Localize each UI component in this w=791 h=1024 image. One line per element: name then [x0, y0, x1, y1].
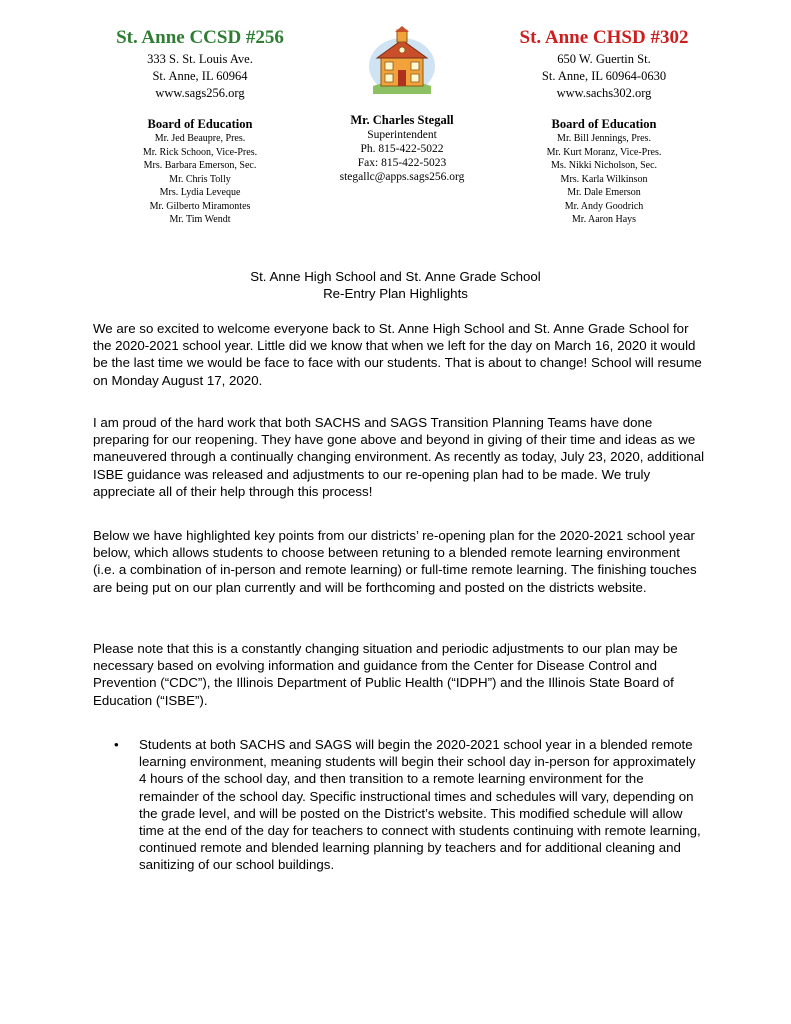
body-paragraph: We are so excited to welcome everyone back to St. Anne High School and St. Anne Grade School for the 2020-2021 school year. Little did we know that when we left for the day on March 16, 2020 it would be the last time we would be face to face with our students. That is about to change! School will resume on Monday August 17, 2020. — [93, 321, 702, 388]
right-address-line2: St. Anne, IL 60964-0630 — [541, 69, 667, 83]
left-address-line2: St. Anne, IL 60964 — [152, 69, 248, 83]
bullet-icon: • — [114, 737, 119, 752]
right-board-member: Mr. Aaron Hays — [571, 214, 637, 225]
right-board-member: Mr. Bill Jennings, Pres. — [557, 133, 651, 144]
left-board-member: Mr. Gilberto Miramontes — [149, 200, 251, 212]
left-address-line1: 333 S. St. Louis Ave. — [147, 52, 253, 66]
right-address-line1: 650 W. Guertin St. — [557, 52, 651, 66]
document-title-line2: Re-Entry Plan Highlights — [323, 286, 468, 301]
body-paragraph: Below we have highlighted key points from our districts’ re-opening plan for the 2020-2021 school year below, which allows students to choose between retuning to a blended remote learning environment (i.e. a combination of in-person and remote learning) or full-time remote learning. The finishing touches are being put on our plan currently and will be forthcoming and posted on the districts website. — [93, 528, 697, 595]
right-district-block — [504, 26, 704, 227]
bullet-text: Students at both SACHS and SAGS will begin the 2020-2021 school year in a blended remote learning environment, meaning students will begin their school day in-person for approximately 4 hours of the school day, and then transition to a remote learning environment for the remainder of the school day. Specific instructional times and schedules will vary, depending on the grade level, and will be posted on the District’s website. This modified schedule will allow time at the end of the day for teachers to connect with students continuing with remote learning, continued remote and blended learning planning by teachers and for additional cleaning and sanitizing of our school buildings. — [139, 737, 701, 873]
superintendent-title: Superintendent — [367, 129, 437, 141]
right-board-member: Ms. Nikki Nicholson, Sec. — [550, 160, 658, 171]
superintendent-name: Mr. Charles Stegall — [350, 113, 454, 127]
document-title — [0, 268, 791, 302]
left-board-member: Mr. Jed Beaupre, Pres. — [154, 133, 246, 144]
left-district-block — [100, 26, 300, 227]
left-board-member: Mr. Tim Wendt — [169, 214, 231, 225]
left-board-member: Mr. Chris Tolly — [169, 173, 231, 185]
right-board-heading: Board of Education — [551, 117, 657, 131]
left-board-member: Mrs. Lydia Leveque — [159, 187, 241, 198]
left-board-heading: Board of Education — [147, 117, 253, 131]
superintendent-phone: Ph. 815-422-5022 — [360, 143, 444, 155]
body-paragraph: Please note that this is a constantly changing situation and periodic adjustments to our plan may be necessary based on evolving information and guidance from the Center for Disease Control and Prevention (“CDC”), the Illinois Department of Public Health (“IDPH”) and the Illinois State Board of Education (“ISBE”). — [93, 641, 678, 708]
left-board-member: Mr. Rick Schoon, Vice-Pres. — [142, 146, 258, 158]
right-board-member: Mrs. Karla Wilkinson — [560, 173, 648, 185]
left-board-member: Mrs. Barbara Emerson, Sec. — [143, 160, 257, 171]
schoolhouse-icon — [367, 26, 437, 96]
superintendent-email: stegallc@apps.sags256.org — [339, 171, 465, 183]
body-paragraph: I am proud of the hard work that both SACHS and SAGS Transition Planning Teams have done preparing for our reopening. They have gone above and beyond in giving of their time and ideas as we maneuvered through a continually changing environment. As recently as today, July 23, 2020, additional ISBE guidance was released and adjustments to our re-opening plan had to be made. We truly appreciate all of their help through this process! — [93, 415, 705, 499]
right-board-member: Mr. Kurt Moranz, Vice-Pres. — [546, 146, 662, 158]
superintendent-block — [302, 26, 502, 184]
right-district-name: St. Anne CHSD #302 — [519, 27, 689, 48]
right-board-member: Mr. Dale Emerson — [567, 187, 641, 198]
left-district-name: St. Anne CCSD #256 — [116, 27, 284, 48]
superintendent-fax: Fax: 815-422-5023 — [357, 157, 447, 169]
right-website: www.sachs302.org — [556, 86, 652, 100]
bullet-list — [93, 736, 705, 874]
right-board-member: Mr. Andy Goodrich — [564, 200, 644, 212]
list-item — [93, 736, 705, 874]
left-website: www.sags256.org — [155, 86, 245, 100]
document-title-line1: St. Anne High School and St. Anne Grade School — [250, 269, 541, 284]
